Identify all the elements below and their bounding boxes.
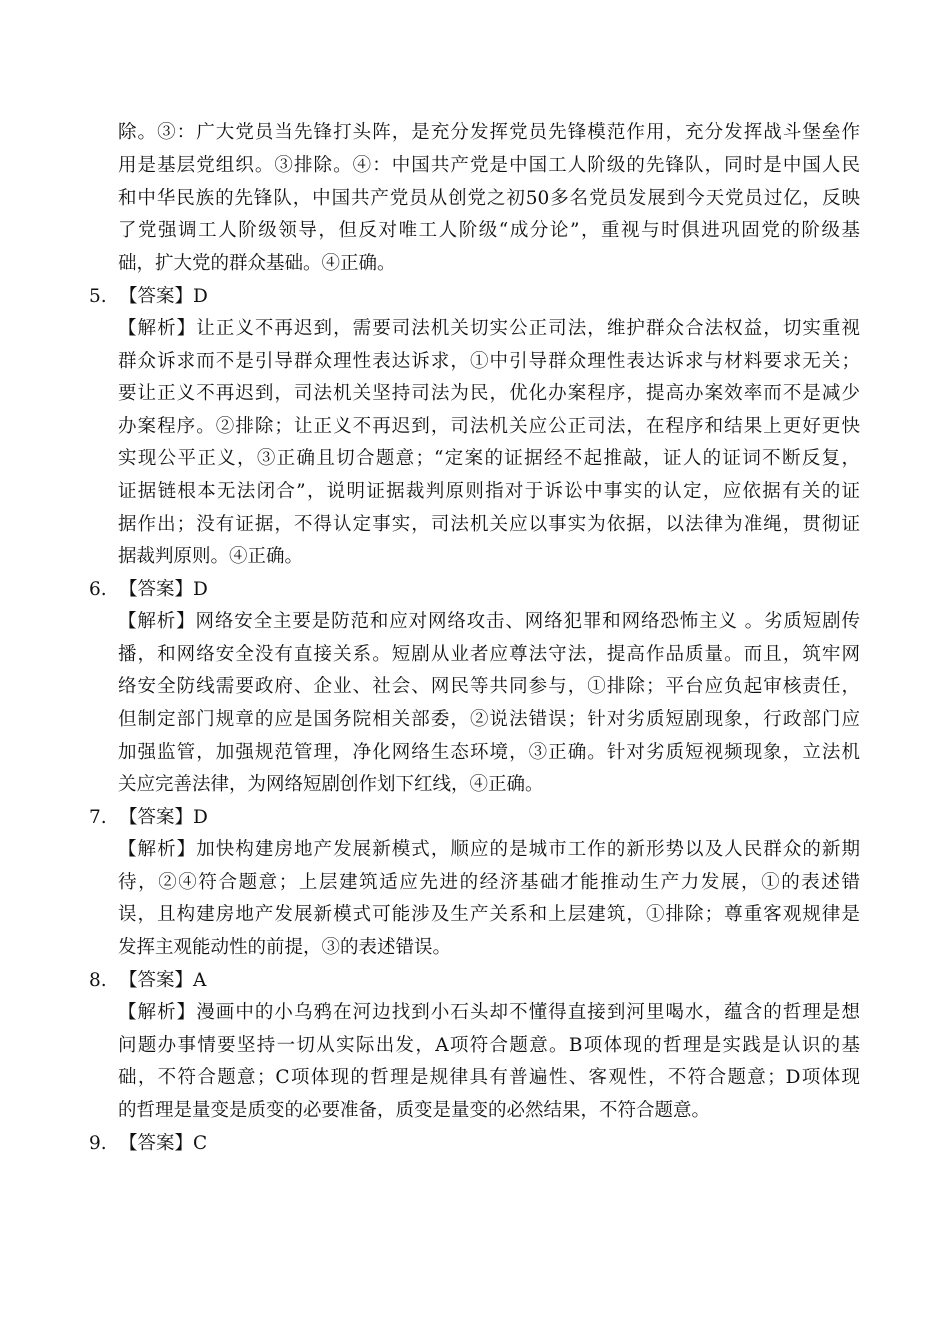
item-6-analysis-line: 播，和网络安全没有直接关系。短剧从业者应尊法守法，提高作品质量。而且，筑牢网 — [118, 644, 860, 665]
item-7-analysis-line: 误，且构建房地产发展新模式可能涉及生产关系和上层建筑，①排除；尊重客观规律是 — [118, 904, 860, 925]
item-5-answer — [89, 281, 208, 313]
item-8-analysis-line: 的哲理是量变是质变的必要准备，质变是量变的必然结果，不符合题意。 — [118, 1100, 711, 1121]
item-5-analysis-line: 证据链根本无法闭合”，说明证据裁判原则指对于诉讼中事实的认定，应依据有关的证 — [118, 481, 860, 502]
item-9-answer — [89, 1128, 207, 1160]
item-8-analysis-line: 础，不符合题意；C项体现的哲理是规律具有普遍性、客观性，不符合题意；D项体现 — [118, 1067, 860, 1088]
item-8-analysis-line: 【解析】漫画中的小乌鸦在河边找到小石头却不懂得直接到河里喝水，蕴含的哲理是想 — [118, 1002, 860, 1023]
q4-analysis-line: 了党强调工人阶级领导，但反对唯工人阶级“成分论”，重视与时俱进巩固党的阶级基 — [118, 220, 860, 241]
item-6-answer — [89, 574, 208, 606]
item-number: 7. — [89, 807, 107, 828]
item-6-analysis-line: 关应完善法律，为网络短剧创作划下红线，④正确。 — [118, 774, 544, 795]
item-6-analysis-line: 【解析】网络安全主要是防范和应对网络攻击、网络犯罪和网络恐怖主义 。劣质短剧传 — [118, 611, 860, 632]
answer-label: 【答案】C — [119, 1133, 208, 1154]
q4-analysis-line: 础，扩大党的群众基础。④正确。 — [118, 253, 396, 274]
q4-analysis-line: 和中华民族的先锋队，中国共产党员从创党之初50多名党员发展到今天党员过亿，反映 — [118, 188, 860, 209]
item-5-analysis-line: 群众诉求而不是引导群众理性表达诉求，①中引导群众理性表达诉求与材料要求无关； — [118, 351, 860, 372]
item-7-analysis-line: 待，②④符合题意；上层建筑适应先进的经济基础才能推动生产力发展，①的表述错 — [118, 872, 860, 893]
answer-label: 【答案】A — [119, 970, 207, 991]
item-5-analysis-line: 实现公平正义，③正确且切合题意；“定案的证据经不起推敲，证人的证词不断反复， — [118, 448, 860, 469]
item-5-analysis-line: 【解析】让正义不再迟到，需要司法机关切实公正司法，维护群众合法权益，切实重视 — [118, 318, 860, 339]
item-7-answer — [89, 802, 208, 834]
item-number: 8. — [89, 970, 107, 991]
answer-label: 【答案】D — [119, 286, 208, 307]
item-7-analysis-line: 【解析】加快构建房地产发展新模式，顺应的是城市工作的新形势以及人民群众的新期 — [118, 839, 860, 860]
item-8-answer — [89, 965, 206, 997]
item-8-analysis-line: 问题办事情要坚持一切从实际出发，A项符合题意。B项体现的哲理是实践是认识的基 — [118, 1035, 860, 1056]
item-6-analysis-line: 加强监管，加强规范管理，净化网络生态环境，③正确。针对劣质短视频现象，立法机 — [118, 742, 860, 763]
q4-analysis-line: 除。③：广大党员当先锋打头阵，是充分发挥党员先锋模范作用，充分发挥战斗堡垒作 — [118, 122, 860, 143]
answer-label: 【答案】D — [119, 579, 208, 600]
item-7-analysis-line: 发挥主观能动性的前提，③的表述错误。 — [118, 937, 452, 958]
item-number: 6. — [89, 579, 107, 600]
item-5-analysis-line: 要让正义不再迟到，司法机关坚持司法为民，优化办案程序，提高办案效率而不是减少 — [118, 383, 860, 404]
q4-analysis-line: 用是基层党组织。③排除。④：中国共产党是中国工人阶级的先锋队，同时是中国人民 — [118, 155, 860, 176]
answer-label: 【答案】D — [119, 807, 208, 828]
item-5-analysis-line: 据裁判原则。④正确。 — [118, 546, 304, 567]
item-5-analysis-line: 办案程序。②排除；让正义不再迟到，司法机关应公正司法，在程序和结果上更好更快 — [118, 416, 860, 437]
item-number: 9. — [89, 1133, 107, 1154]
item-5-analysis-line: 据作出；没有证据，不得认定事实，司法机关应以事实为依据，以法律为准绳，贯彻证 — [118, 514, 860, 535]
item-6-analysis-line: 络安全防线需要政府、企业、社会、网民等共同参与，①排除；平台应负起审核责任， — [118, 676, 860, 697]
item-number: 5. — [89, 286, 107, 307]
item-6-analysis-line: 但制定部门规章的应是国务院相关部委，②说法错误；针对劣质短剧现象，行政部门应 — [118, 709, 860, 730]
